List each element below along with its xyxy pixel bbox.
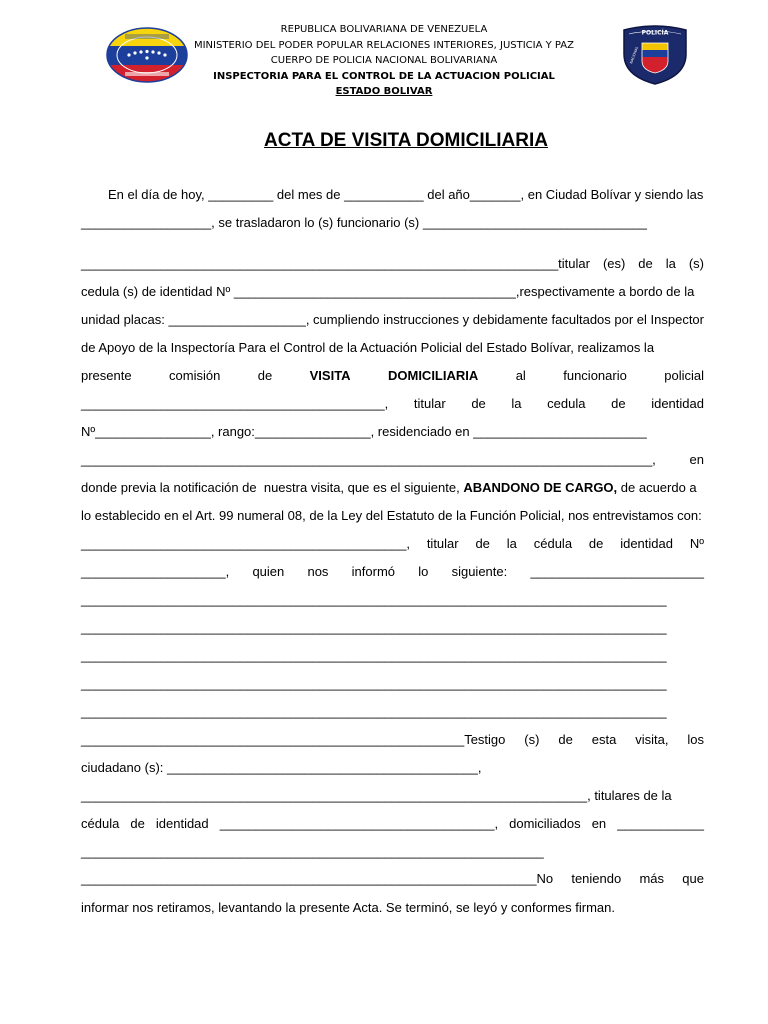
header-ministry: MINISTERIO DEL PODER POPULAR RELACIONES INTERIORES, JUSTICIA Y PAZ (193, 39, 574, 51)
word: de (611, 396, 626, 411)
word: (s) (688, 256, 704, 271)
word: ____________________, (81, 564, 230, 579)
body-line-6: de Apoyo de la Inspectoría Para el Control de la Actuación Policial del Estado Bolívar, realizamos la (81, 340, 655, 355)
word: Nº (689, 536, 704, 551)
word: comisión (169, 368, 221, 383)
word: (es) (602, 256, 626, 271)
svg-text:NACIONAL: NACIONAL (629, 45, 640, 65)
body-line-13 (81, 536, 704, 552)
word: _______________________________________________________________________________, (81, 452, 656, 467)
word: la (511, 396, 522, 411)
word: (s) (524, 732, 540, 747)
body-line-25 (81, 871, 704, 887)
word: los (687, 732, 704, 747)
body-line-3 (81, 256, 704, 272)
word: titular (426, 536, 459, 551)
document-title: ACTA DE VISITA DOMICILIARIA (264, 130, 548, 151)
body-line-14 (81, 564, 704, 580)
word: de (475, 536, 490, 551)
word: en (591, 816, 607, 831)
text-run: donde previa la notificación de nuestra visita, que es el siguiente, (81, 480, 460, 495)
body-line-1: En el día de hoy, _________ del mes de ___________ del año_______, en Ciudad Bolívar y siendo las (108, 187, 704, 202)
word: DOMICILIARIA (387, 368, 479, 383)
body-line-9: Nº________________, rango:________________, residenciado en ________________________ (81, 424, 647, 439)
text-run: ABANDONO DE CARGO, (463, 480, 618, 495)
word: cédula (81, 816, 120, 831)
word: teniendo (571, 871, 622, 886)
word: al (515, 368, 526, 383)
word: cedula (547, 396, 586, 411)
word: _____________________________________________, (81, 536, 410, 551)
blank-line: _________________________________________________________________________________ (81, 648, 667, 663)
word: informó (351, 564, 396, 579)
svg-text:POLICÍA: POLICÍA (641, 29, 669, 37)
word: nos (307, 564, 329, 579)
word: ________________________ (530, 564, 704, 579)
blank-line: _________________________________________________________________________________ (81, 620, 667, 635)
text-run: de acuerdo a (617, 480, 697, 495)
word: visita, (635, 732, 669, 747)
blank-line: _________________________________________________________________________________ (81, 704, 667, 719)
word: más (639, 871, 665, 886)
header-republic: REPUBLICA BOLIVARIANA DE VENEZUELA (280, 24, 488, 35)
word: esta (591, 732, 617, 747)
word: __________________________________________________________________titular (81, 256, 590, 271)
word: _______________________________________________________________No (81, 871, 554, 886)
word: de (588, 536, 604, 551)
word: _____________________________________________________Testigo (81, 732, 506, 747)
body-line-5: unidad placas: ___________________, cumpliendo instrucciones y debidamente facultados por el Inspector (81, 312, 704, 327)
header-police-corps: CUERPO DE POLICIA NACIONAL BOLIVARIANA (270, 55, 498, 66)
body-line-8 (81, 396, 704, 412)
body-line-26: informar nos retiramos, levantando la presente Acta. Se terminó, se leyó y conformes firman. (81, 900, 615, 915)
body-line-24: ________________________________________________________________ (81, 844, 544, 859)
word: policial (664, 368, 705, 383)
word: de (638, 256, 653, 271)
header-state: ESTADO BOLIVAR (335, 86, 433, 97)
word: en (689, 452, 704, 467)
body-line-7 (81, 368, 704, 384)
body-line-10 (81, 452, 704, 468)
body-line-4: cedula (s) de identidad Nº _______________________________________,respectivamente a bordo de la (81, 284, 695, 299)
word: identidad (651, 396, 704, 411)
word: domiciliados (509, 816, 581, 831)
word: de (558, 732, 573, 747)
word: titular (413, 396, 446, 411)
word: __________________________________________, (81, 396, 389, 411)
word: presente (81, 368, 132, 383)
word: ____________ (617, 816, 704, 831)
blank-line: _________________________________________________________________________________ (81, 592, 667, 607)
word: de (130, 816, 145, 831)
word: funcionario (563, 368, 627, 383)
word: de (471, 396, 486, 411)
word: la (506, 536, 517, 551)
body-line-11 (81, 480, 704, 496)
body-line-22: ______________________________________________________________________, titulares de la (81, 788, 672, 803)
word: VISITA (309, 368, 351, 383)
word: la (665, 256, 676, 271)
word: quien (252, 564, 285, 579)
body-line-20 (81, 732, 704, 748)
body-line-12: lo establecido en el Art. 99 numeral 08, de la Ley del Estatuto de la Función Policial, nos entrevistamos con: (81, 508, 702, 523)
word: ______________________________________, (219, 816, 499, 831)
word: cédula (533, 536, 573, 551)
word: lo (418, 564, 429, 579)
body-line-2: __________________, se trasladaron lo (s) funcionario (s) _______________________________ (81, 215, 647, 230)
word: de (257, 368, 273, 383)
word: siguiente: (451, 564, 508, 579)
body-line-21: ciudadano (s): ___________________________________________, (81, 760, 482, 775)
body-line-23 (81, 816, 704, 832)
document-header (0, 22, 768, 100)
word: que (682, 871, 704, 886)
header-inspectorate: INSPECTORIA PARA EL CONTROL DE LA ACTUACION POLICIAL (213, 70, 555, 82)
word: identidad (155, 816, 209, 831)
blank-line: _________________________________________________________________________________ (81, 676, 667, 691)
word: identidad (620, 536, 673, 551)
